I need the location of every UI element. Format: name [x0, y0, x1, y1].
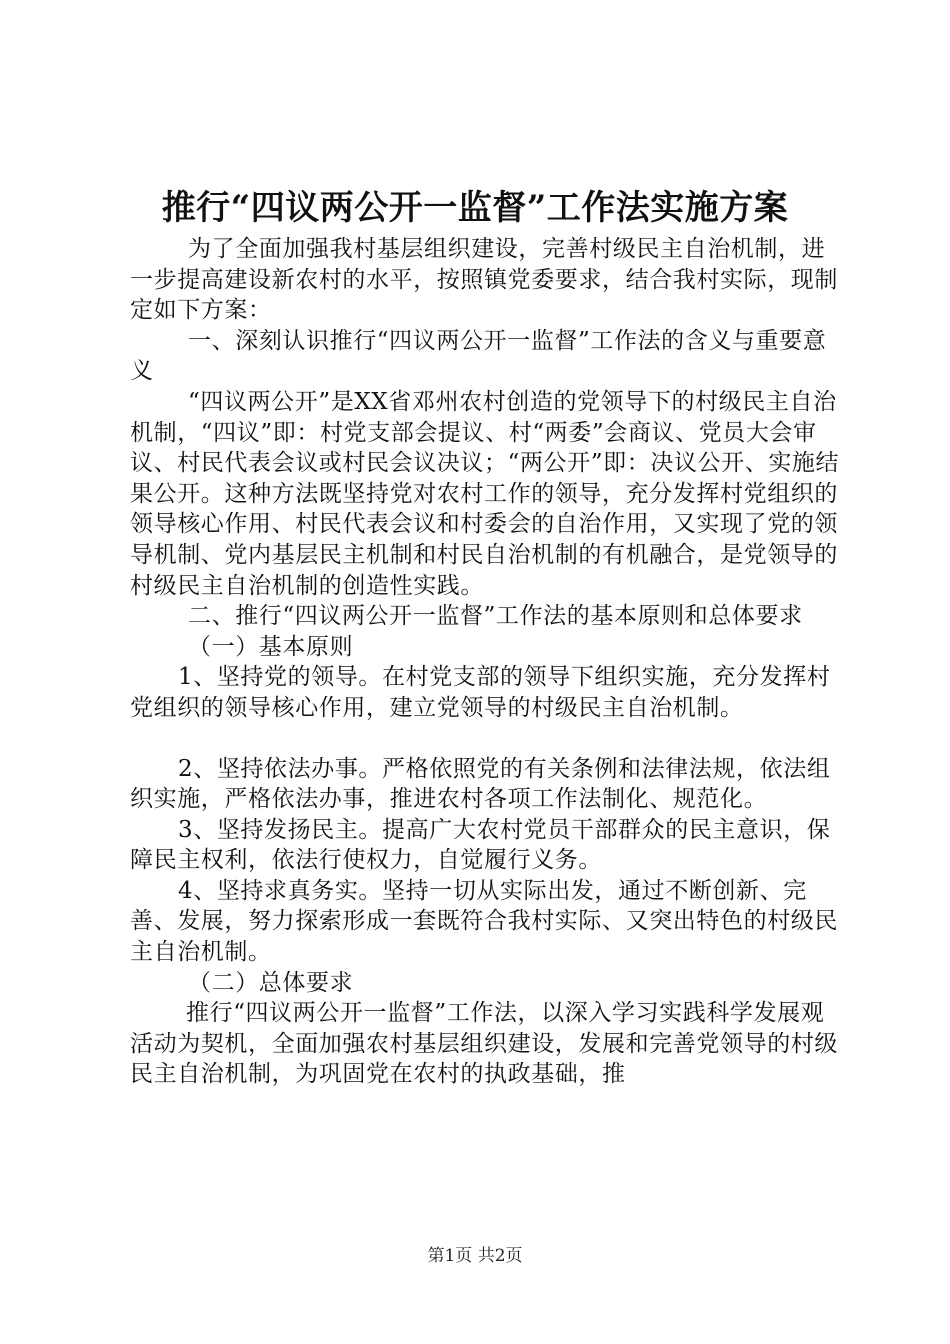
document-title: 推行“四议两公开一监督”工作法实施方案	[161, 188, 789, 228]
blank-line	[130, 724, 840, 754]
principle-item-1: 1、坚持党的领导。在村党支部的领导下组织实施，充分发挥村党组织的领导核心作用，建立党领导的村级民主自治机制。	[130, 664, 831, 721]
paragraph-overall-requirements: 推行“四议两公开一监督”工作法，以深入学习实践科学发展观活动为契机，全面加强农村基层组织建设，发展和完善党领导的村级民主自治机制，为巩固党在农村的执政基础，推	[130, 1000, 838, 1088]
paragraph-definition: “四议两公开”是XX省邓州农村创造的党领导下的村级民主自治机制，“四议”即：村党支部会提议、村“两委”会商议、党员大会审议、村民代表会议或村民会议决议；“两公开”即：决议公开、实施结果公开。这种方法既坚持党对农村工作的领导，充分发挥村党组织的领导核心作用、村民代表会议和村委会的自治作用，又实现了党的领导机制、党内基层民主机制和村民自治机制的有机融合，是党领导的村级民主自治机制的创造性实践。	[130, 388, 840, 599]
principle-item-3: 3、坚持发扬民主。提高广大农村党员干部群众的民主意识，保障民主权利，依法行使权力，自觉履行义务。	[130, 816, 831, 874]
heading-section-one: 一、深刻认识推行“四议两公开一监督”工作法的含义与重要意义	[130, 327, 827, 385]
subheading-basic-principles: （一）基本原则	[188, 633, 354, 660]
heading-section-two: 二、推行“四议两公开一监督”工作法的基本原则和总体要求	[188, 603, 803, 630]
principle-item-4: 4、坚持求真务实。坚持一切从实际出发，通过不断创新、完善、发展，努力探索形成一套既符合我村实际、又突出特色的村级民主自治机制。	[130, 877, 838, 966]
document-body	[130, 234, 840, 1090]
page-number-footer: 第1页 共2页	[427, 1246, 523, 1266]
subheading-overall-requirements: （二）总体要求	[188, 969, 354, 996]
principle-item-2: 2、坚持依法办事。严格依照党的有关条例和法律法规，依法组织实施，严格依法办事，推进农村各项工作法制化、规范化。	[130, 755, 831, 813]
paragraph-intro: 为了全面加强我村基层组织建设，完善村级民主自治机制，进一步提高建设新农村的水平，按照镇党委要求，结合我村实际，现制定如下方案：	[130, 236, 838, 324]
